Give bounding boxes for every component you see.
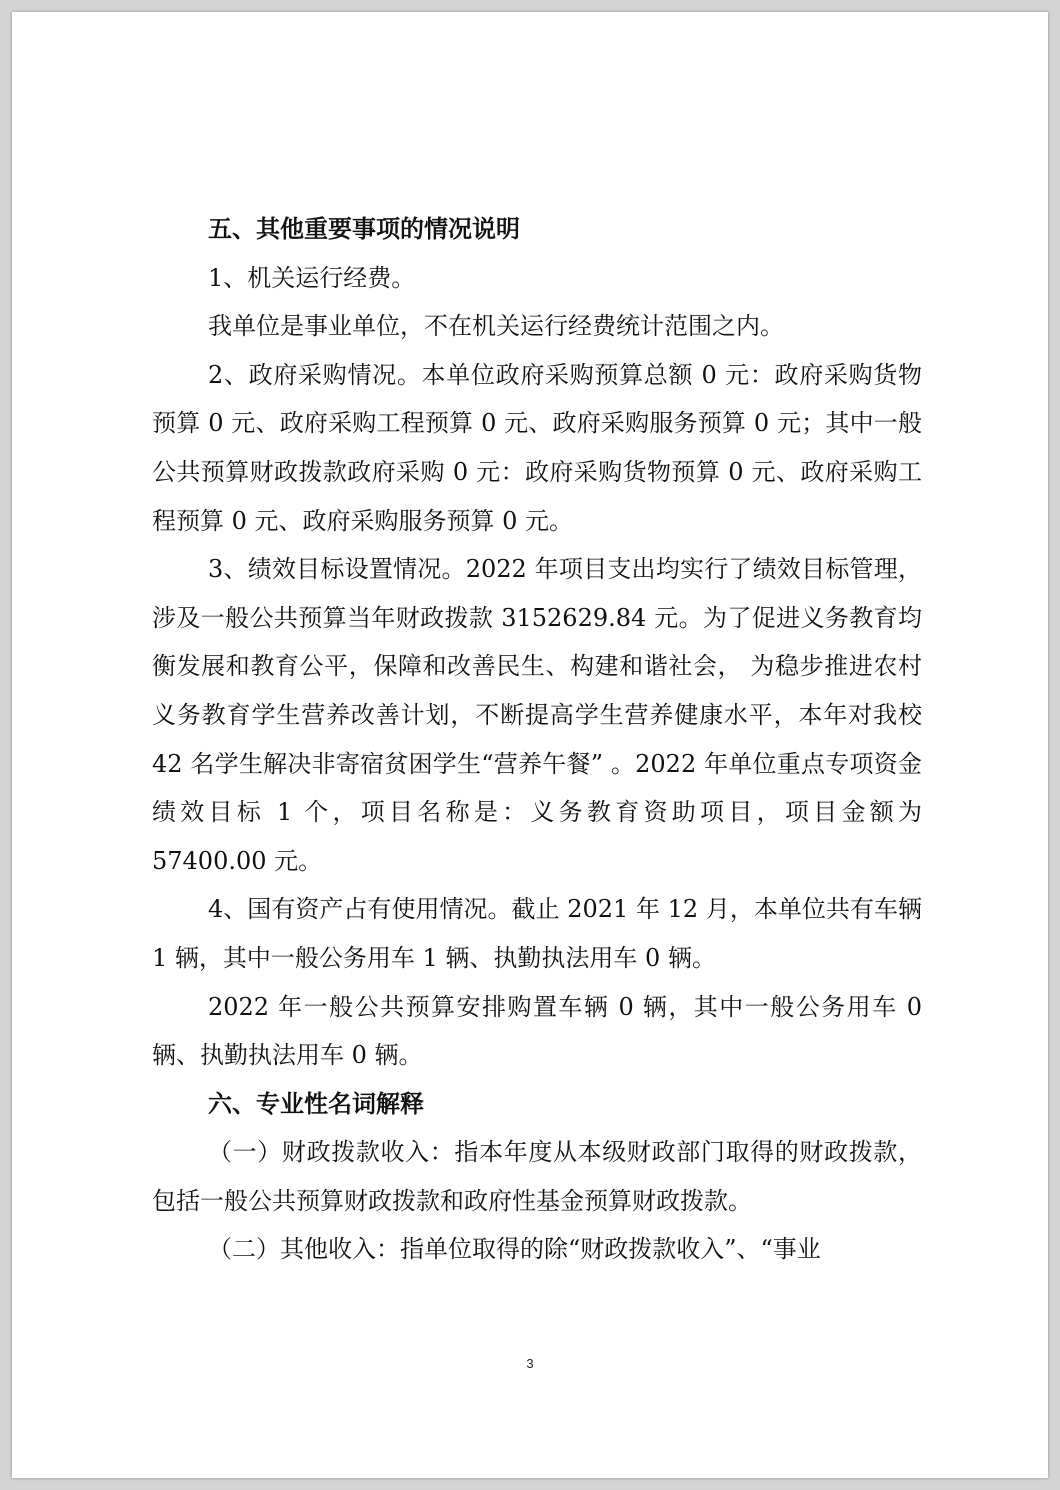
paragraph-term-other-income: （二）其他收入：指单位取得的除“财政拨款收入”、“事业 — [208, 1235, 821, 1264]
paragraph-state-assets: 4、国有资产占有使用情况。截止 2021 年 12 月，本单位共有车辆 1 辆，其中一般公务用车 1 辆、执勤执法用车 0 辆。 — [152, 895, 922, 972]
section-heading-other-matters: 五、其他重要事项的情况说明 — [208, 215, 520, 243]
paragraph-government-procurement: 2、政府采购情况。本单位政府采购预算总额 0 元：政府采购货物预算 0 元、政府采购工程预算 0 元、政府采购服务预算 0 元；其中一般公共预算财政拨款政府采购 0 元：政府采购货物预算 0 元、政府采购工程预算 0 元、政府采购服务预算 0 元。 — [152, 360, 922, 535]
document-body — [152, 205, 922, 1274]
paragraph-performance-targets: 3、绩效目标设置情况。2022 年项目支出均实行了绩效目标管理，涉及一般公共预算当年财政拨款 3152629.84 元。为了促进义务教育均衡发展和教育公平，保障和改善民生、构建和谐社会， 为稳步推进农村义务教育学生营养改善计划，不断提高学生营养健康水平，本年对我校 42 名学生解决非寄宿贫困学生“营养午餐” 。2022 年单位重点专项资金绩效目标 1 个，项目名称是：义务教育资助项目，项目金额为 57400.00 元。 — [152, 555, 922, 875]
paragraph-operating-expenses-title: 1、机关运行经费。 — [208, 263, 416, 292]
paragraph-operating-expenses-body: 我单位是事业单位，不在机关运行经费统计范围之内。 — [208, 312, 784, 341]
section-heading-terminology: 六、专业性名词解释 — [208, 1089, 424, 1118]
paragraph-vehicle-purchase: 2022 年一般公共预算安排购置车辆 0 辆，其中一般公务用车 0 辆、执勤执法用车 0 辆。 — [152, 992, 922, 1070]
document-page — [12, 12, 1048, 1478]
paragraph-term-fiscal-appropriation: （一）财政拨款收入：指本年度从本级财政部门取得的财政拨款，包括一般公共预算财政拨款和政府性基金预算财政拨款。 — [152, 1138, 922, 1215]
page-number: 3 — [526, 1356, 534, 1371]
